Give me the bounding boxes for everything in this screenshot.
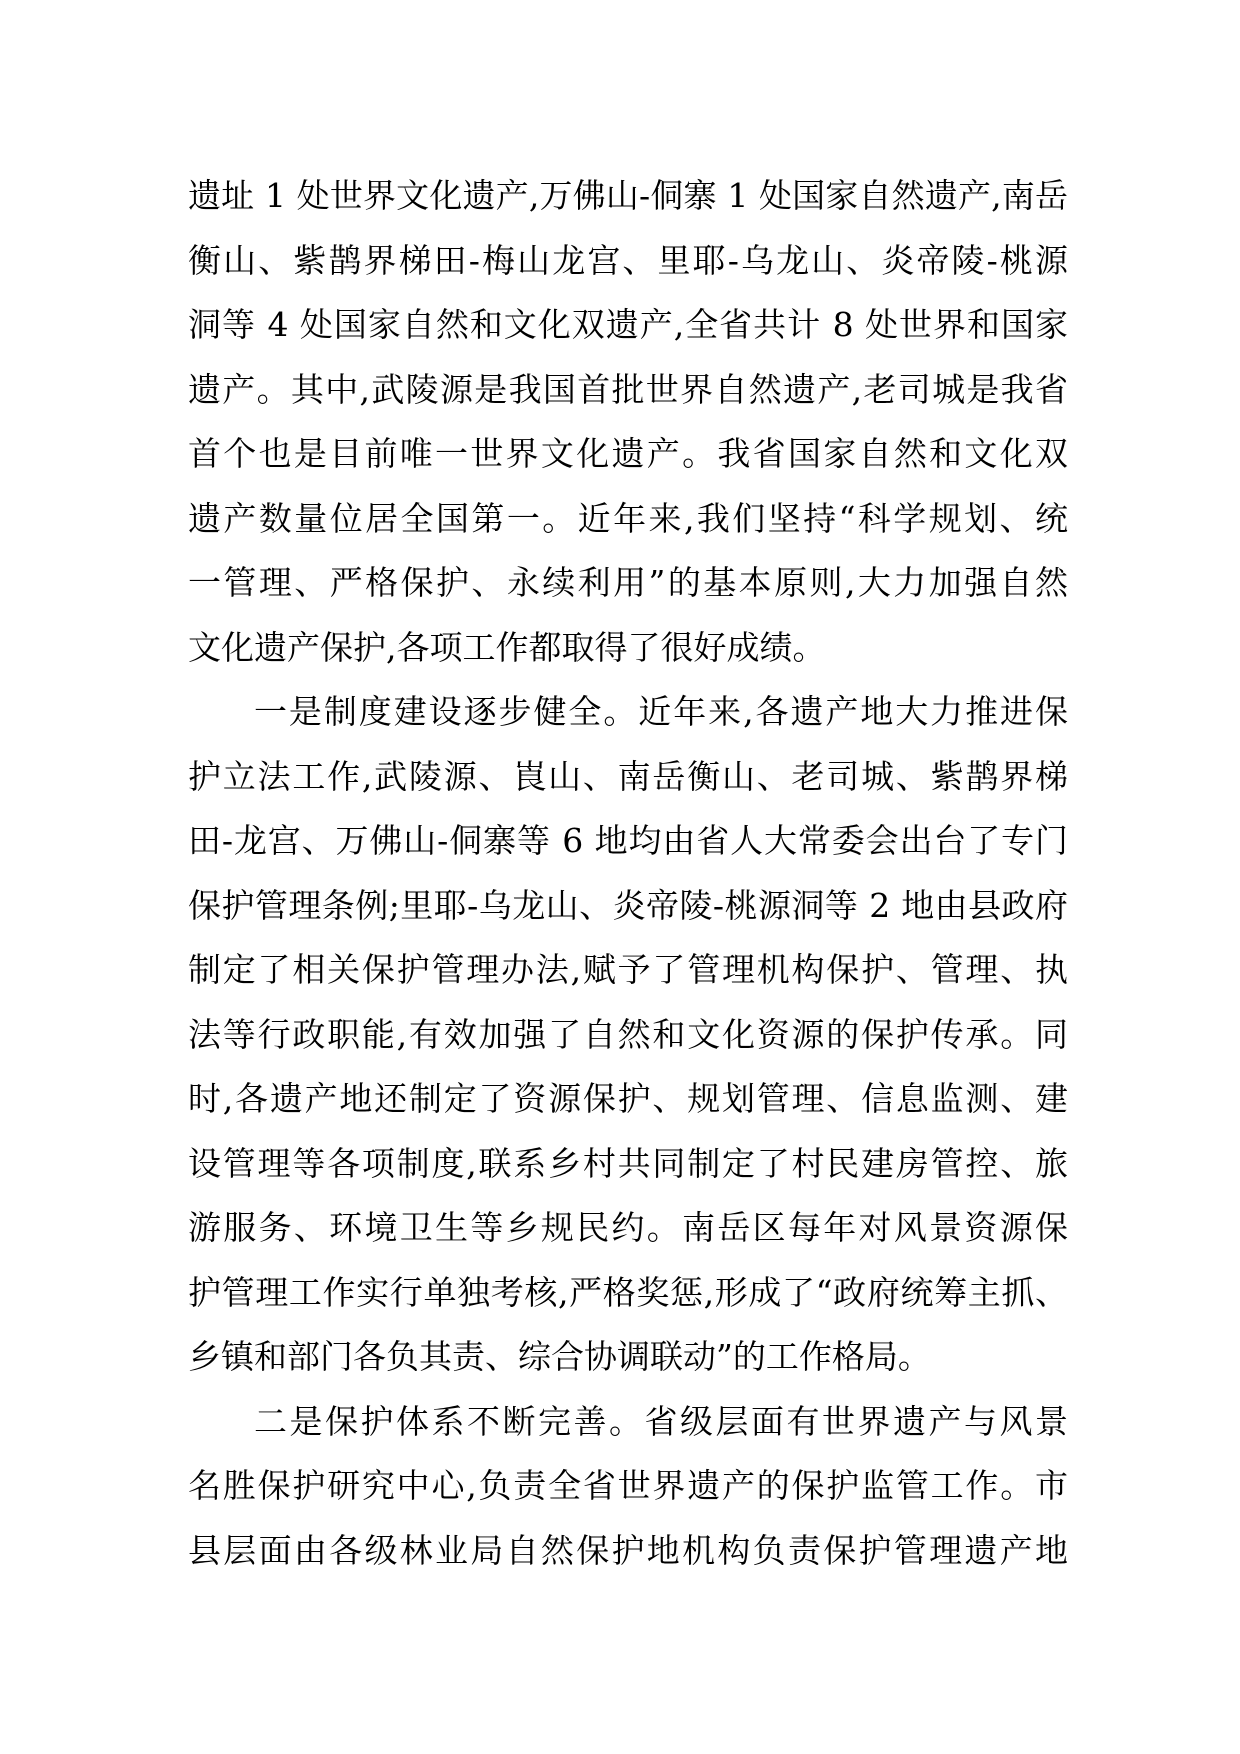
text-line: 田-龙宫、万佛山-侗寨等 6 地均由省人大常委会出台了专门 [188, 821, 1068, 860]
text-line: 县层面由各级林业局自然保护地机构负责保护管理遗产地 [188, 1530, 1068, 1570]
text-line: 乡镇和部门各负其责、综合协调联动”的工作格局。 [188, 1337, 931, 1376]
text-line: 一是制度建设逐步健全。近年来,各遗产地大力推进保 [254, 692, 1068, 731]
text-line: 二是保护体系不断完善。省级层面有世界遗产与风景 [254, 1401, 1068, 1441]
text-line: 文化遗产保护,各项工作都取得了很好成绩。 [188, 627, 826, 667]
text-line: 设管理等各项制度,联系乡村共同制定了村民建房管控、旅 [188, 1143, 1068, 1183]
text-line: 护管理工作实行单独考核,严格奖惩,形成了“政府统筹主抓、 [188, 1272, 1068, 1312]
text-line: 遗产数量位居全国第一。近年来,我们坚持“科学规划、统 [188, 498, 1068, 538]
text-line: 保护管理条例;里耶-乌龙山、炎帝陵-桃源洞等 2 地由县政府 [188, 885, 1068, 925]
text-line: 法等行政职能,有效加强了自然和文化资源的保护传承。同 [188, 1014, 1068, 1054]
text-line: 制定了相关保护管理办法,赋予了管理机构保护、管理、执 [188, 950, 1068, 989]
text-line: 名胜保护研究中心,负责全省世界遗产的保护监管工作。市 [188, 1466, 1068, 1505]
text-line: 游服务、环境卫生等乡规民约。南岳区每年对风景资源保 [188, 1208, 1068, 1247]
text-line: 一管理、严格保护、永续利用”的基本原则,大力加强自然 [188, 563, 1068, 602]
text-line: 首个也是目前唯一世界文化遗产。我省国家自然和文化双 [188, 434, 1068, 473]
text-line: 洞等 4 处国家自然和文化双遗产,全省共计 8 处世界和国家 [188, 305, 1068, 344]
text-line: 护立法工作,武陵源、崀山、南岳衡山、老司城、紫鹊界梯 [188, 756, 1068, 796]
body-text [188, 164, 1068, 1583]
text-line: 遗址 1 处世界文化遗产,万佛山-侗寨 1 处国家自然遗产,南岳 [188, 176, 1068, 215]
text-line: 衡山、紫鹊界梯田-梅山龙宫、里耶-乌龙山、炎帝陵-桃源 [188, 240, 1068, 280]
text-line: 时,各遗产地还制定了资源保护、规划管理、信息监测、建 [188, 1079, 1068, 1118]
text-line: 遗产。其中,武陵源是我国首批世界自然遗产,老司城是我省 [188, 369, 1068, 409]
